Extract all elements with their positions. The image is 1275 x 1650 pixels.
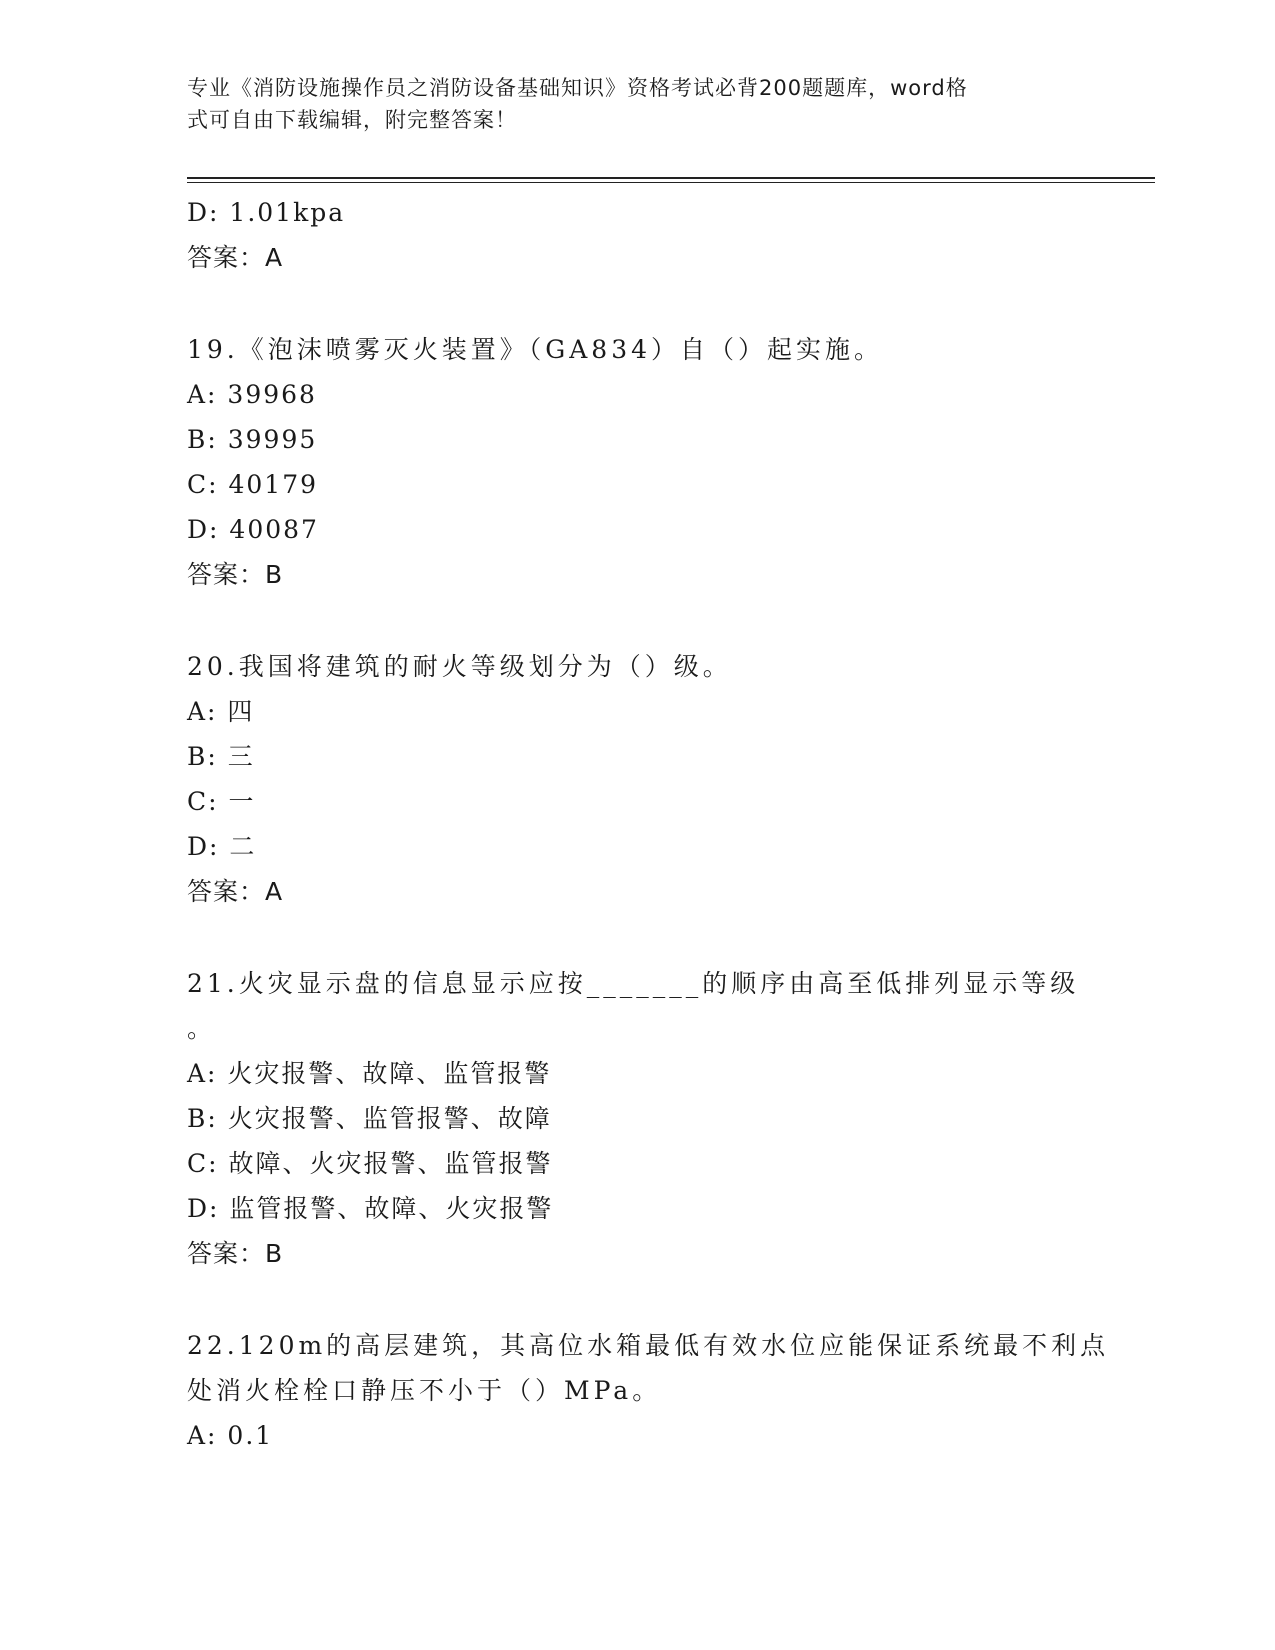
header-title-line-1: 专业《消防设施操作员之消防设备基础知识》资格考试必背200题题库，word格: [187, 76, 968, 100]
spacer: [187, 1276, 1087, 1323]
answer: 答案：B: [187, 1239, 284, 1268]
option-c: C: 40179: [187, 470, 319, 499]
document-header: [187, 72, 1067, 136]
option-b: B: 三: [187, 742, 255, 771]
header-divider: [187, 177, 1155, 183]
option-a: A: 0.1: [187, 1421, 274, 1450]
answer: 答案：B: [187, 560, 284, 589]
question-text: 19.《泡沫喷雾灭火装置》（GA834）自（）起实施。: [187, 335, 884, 364]
question-18-tail: [187, 190, 1087, 280]
option-c: C: 故障、火灾报警、监管报警: [187, 1149, 553, 1178]
question-text-line-2: 处消火栓栓口静压不小于（）MPa。: [187, 1376, 662, 1405]
option-b: B: 火灾报警、监管报警、故障: [187, 1104, 552, 1133]
option-c: C: 一: [187, 787, 256, 816]
answer: 答案：A: [187, 877, 284, 906]
option-a: A: 火灾报警、故障、监管报警: [187, 1059, 552, 1088]
question-text: 20.我国将建筑的耐火等级划分为（）级。: [187, 652, 732, 681]
spacer: [187, 597, 1087, 644]
option-a: A: 四: [187, 697, 255, 726]
question-text: [187, 1323, 1110, 1413]
question-text-line-2: 。: [187, 1014, 217, 1043]
question-list: [187, 190, 1110, 1458]
spacer: [187, 280, 1087, 327]
question-21: [187, 961, 1087, 1276]
question-text-line-1: 22.120m的高层建筑，其高位水箱最低有效水位应能保证系统最不利点: [187, 1331, 1110, 1360]
option-d: D: 40087: [187, 515, 319, 544]
spacer: [187, 914, 1087, 961]
question-20: [187, 644, 1087, 914]
option-d: D: 二: [187, 832, 257, 861]
answer: 答案：A: [187, 243, 284, 272]
header-title-line-2: 式可自由下载编辑，附完整答案！: [187, 108, 517, 132]
question-text: [187, 961, 1087, 1051]
option-b: B: 39995: [187, 425, 318, 454]
option-d: D: 1.01kpa: [187, 198, 346, 227]
question-22: [187, 1323, 1110, 1458]
option-a: A: 39968: [187, 380, 317, 409]
question-text-line-1: 21.火灾显示盘的信息显示应按_______的顺序由高至低排列显示等级: [187, 969, 1080, 998]
question-19: [187, 327, 1087, 597]
option-d: D: 监管报警、故障、火灾报警: [187, 1194, 554, 1223]
